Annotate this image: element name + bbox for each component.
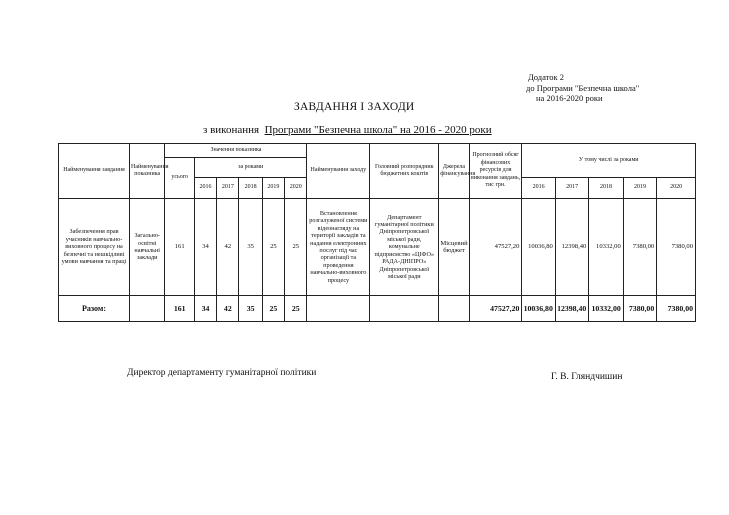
document-subtitle — [203, 124, 492, 136]
header-year: 2020 — [285, 178, 307, 199]
total-empty-cell — [129, 296, 164, 322]
header-funding-source: Джерела фінансування — [439, 144, 469, 199]
cell-fin-year-value: 7380,00 — [623, 199, 656, 296]
total-year-value: 25 — [262, 296, 284, 322]
cell-year-value: 34 — [194, 199, 216, 296]
header-total: усього — [165, 158, 194, 199]
header-fin-year: 2019 — [623, 178, 656, 199]
total-empty-cell — [307, 296, 370, 322]
cell-funding-source: Місцевий бюджет — [439, 199, 469, 296]
header-year: 2018 — [239, 178, 262, 199]
total-fin-year-value: 7380,00 — [623, 296, 656, 322]
header-fin-year: 2016 — [522, 178, 555, 199]
total-year-value: 35 — [239, 296, 262, 322]
cell-year-value: 25 — [285, 199, 307, 296]
header-year: 2017 — [217, 178, 239, 199]
cell-year-value: 42 — [217, 199, 239, 296]
cell-fin-year-value: 10036,80 — [522, 199, 555, 296]
cell-measure: Встановлення розгалуженої системи відеонагляду на території закладів та надання електронних послуг під час організації та проведення навчально-виховного процесу — [307, 199, 370, 296]
appendix-line-2: до Програми "Безпечна школа" — [526, 82, 640, 93]
header-fin-year: 2018 — [589, 178, 623, 199]
header-indicator-values: Значення показника — [165, 144, 307, 158]
header-task: Найменування завдання — [59, 144, 130, 199]
total-empty-cell — [370, 296, 439, 322]
cell-year-value: 25 — [262, 199, 284, 296]
total-year-value: 34 — [194, 296, 216, 322]
tasks-table — [58, 143, 696, 322]
header-including-by-years: У тому числі за роками — [522, 144, 696, 178]
total-label: Разом: — [59, 296, 130, 322]
cell-task: Забезпечення прав учасників навчально-виховного процесу на безпечні та нешкідливі умови навчання та праці — [59, 199, 130, 296]
total-row — [59, 296, 696, 322]
cell-indicator: Загально-освітні навчальні заклади — [129, 199, 164, 296]
total-year-value: 25 — [285, 296, 307, 322]
header-year: 2016 — [194, 178, 216, 199]
subtitle-program: Програми "Безпечна школа" на 2016 - 2020 роки — [264, 124, 492, 136]
table-row — [59, 199, 696, 296]
total-fin-year-value: 7380,00 — [657, 296, 696, 322]
header-year: 2019 — [262, 178, 284, 199]
total-total: 161 — [165, 296, 194, 322]
signature-name: Г. В. Гляндчишин — [551, 372, 623, 382]
total-fin-year-value: 10036,80 — [522, 296, 555, 322]
cell-fin-year-value: 12398,40 — [555, 199, 588, 296]
signature-position: Директор департаменту гуманітарної політики — [127, 368, 317, 378]
cell-manager: Департамент гуманітарної політики Дніпропетровської міської ради, комунальне підприємство «ЦІФО» РАДА-ДНІПРО» Дніпропетровської міської ради — [370, 199, 439, 296]
cell-fin-year-value: 7380,00 — [657, 199, 696, 296]
cell-year-value: 35 — [239, 199, 262, 296]
header-fin-year: 2017 — [555, 178, 588, 199]
total-empty-cell — [439, 296, 469, 322]
header-manager: Головний розпорядник бюджетних коштів — [370, 144, 439, 199]
total-year-value: 42 — [217, 296, 239, 322]
total-forecast: 47527,20 — [469, 296, 522, 322]
appendix-line-1: Додаток 2 — [528, 72, 565, 82]
header-measure: Найменування заходу — [307, 144, 370, 199]
header-fin-year: 2020 — [657, 178, 696, 199]
cell-fin-year-value: 10332,00 — [589, 199, 623, 296]
cell-total: 161 — [165, 199, 194, 296]
appendix-note — [526, 72, 639, 104]
total-fin-year-value: 10332,00 — [589, 296, 623, 322]
cell-forecast: 47527,20 — [469, 199, 522, 296]
appendix-line-3: на 2016-2020 роки — [536, 93, 603, 103]
subtitle-prefix: з виконання — [203, 124, 260, 136]
total-fin-year-value: 12398,40 — [555, 296, 588, 322]
header-indicator: Найменування показника — [129, 144, 164, 199]
header-forecast: Прогнозний обсяг фінансових ресурсів для виконання завдань, тис грн. — [469, 144, 522, 199]
document-title: ЗАВДАННЯ І ЗАХОДИ — [294, 101, 415, 113]
header-by-years: за роками — [194, 158, 307, 178]
